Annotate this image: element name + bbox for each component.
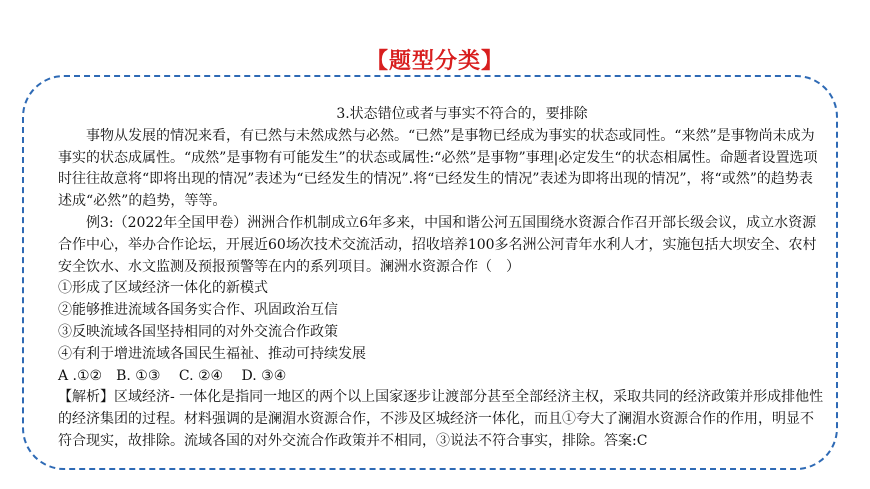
- option-item-2: ②能够推进流域各国务实合作、巩固政治互信: [58, 302, 338, 319]
- intro-paragraph: 事物从发展的情况来看，有已然与未然成然与必然。“已然”是事物已经成为事实的状态或同性。“来然”是事物尚未成为事实的状态成属性。“成然”是事物有可能发生”的状态或属性:“必然”是事物”事理|必定发生“的状态相属性。命题者设置选项时往往故意将“即将出现的情况”表述为“已经发生的情况”.将“已经发生的情况”表述为即将出现的情况”，将“或然”的趋势表述成“必然”的趋势，等等。: [58, 127, 818, 210]
- section-heading: 3.状态错位或者与事实不符合的，要排除: [336, 106, 588, 122]
- option-item-4: ④有利于增进流域各国民生福祉、推动可持续发展: [58, 345, 366, 362]
- content-body: [58, 104, 826, 453]
- option-item-1: ①形成了区域经济一体化的新模式: [58, 280, 268, 297]
- section-title: 【题型分类】: [365, 49, 504, 74]
- option-item-3: ③反映流域各国坚持相同的对外交流合作政策: [58, 323, 338, 340]
- analysis-paragraph: 【解析】区域经济- 一体化是指同一地区的两个以上国家逐步让渡部分甚至全部经济主权，采取共同的经济政策并形成排他性的经济集团的过程。材料强调的是澜湄水资源合作，不涉及区城经济一体化，而且①夸大了澜湄水资源合作的作用，明显不符合现实，故排除。流域各国的对外交流合作政策并不相同，③说法不符合事实，排除。答案:C: [58, 389, 824, 449]
- answer-choices: A .①② B. ①③ C. ②④ D. ③④: [58, 367, 287, 384]
- example-paragraph: 例3:（2022年全国甲卷）洲洲合作机制成立6年多来，中国和谐公河五国围绕水资源合作召开部长级会议，成立水资源合作中心，举办合作论坛，开展近60场次技术交流活动，招收培养100多名洲公河青年水利人才，实施包括大坝安全、农村安全饮水、水文监测及预报预警等在内的系列项目。澜洲水资源合作（ ）: [58, 214, 817, 275]
